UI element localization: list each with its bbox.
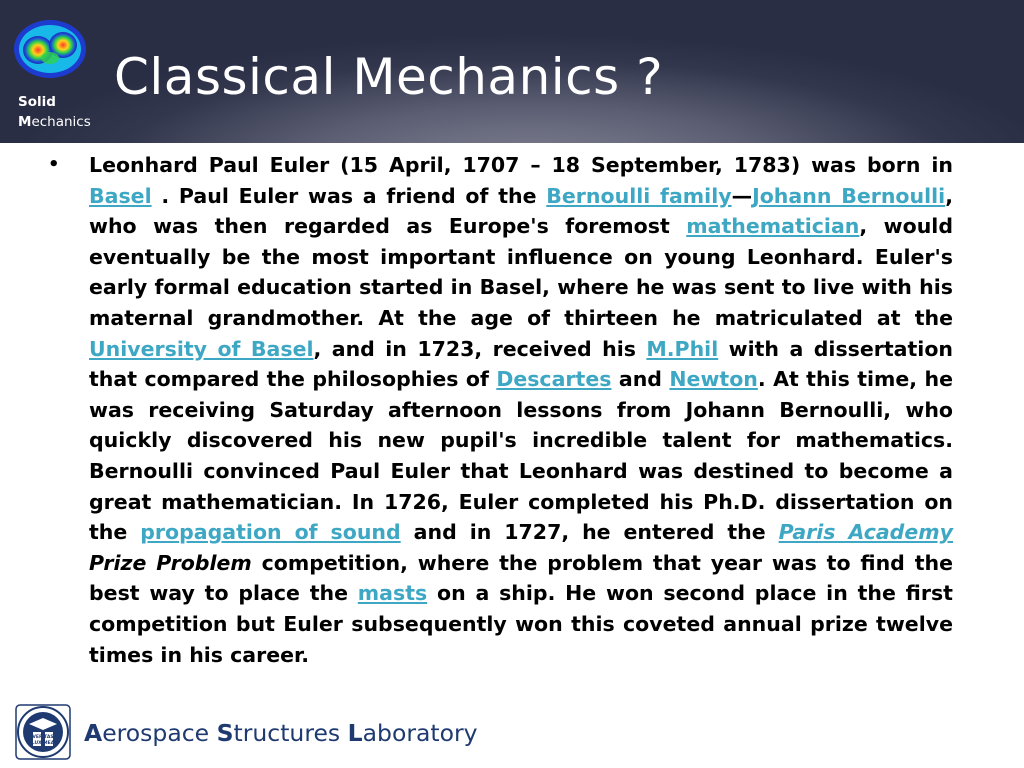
lab-name-s-cap: S [216,719,234,747]
text-run: on a ship. He won second place in the first competition but Euler subsequently won this coveted annual prize twelve times in his career. [89,581,953,667]
text-run: and in 1727, he entered the [400,520,779,545]
link-masts[interactable]: masts [357,581,428,606]
lab-name-a-cap: A [84,719,103,747]
text-run: — [731,183,753,208]
link-mathematician[interactable]: mathematician [686,214,860,239]
slide-content [48,150,953,670]
lab-name-s-rest: tructures [233,719,348,747]
lab-name-l-rest: aboratory [362,719,478,747]
text-run: and [611,367,670,392]
link-bernoulli-family[interactable]: Bernoulli family [546,183,732,208]
slide-header [0,0,1024,143]
link-paris-academy[interactable]: Paris Academy [778,520,953,545]
text-run: competition, where the problem that year was to find the best way to place the [89,550,953,606]
solid-mechanics-logo-icon [12,18,88,80]
lab-name [84,716,478,750]
link-mphil[interactable]: M.Phil [646,336,719,361]
prize-problem-emphasis: Prize Problem [89,550,252,575]
text-run: , would eventually be the most important influence on young Leonhard. Euler's early formal education started in Basel, where he was sent to live with his maternal grandmother. At the age of thirteen he matriculated at the [89,214,954,330]
text-run: , who was then regarded as Europe's foremost [89,183,953,239]
seal-text-1: VERITAS [32,735,54,740]
link-propagation-of-sound[interactable]: propagation of sound [140,520,401,545]
link-university-of-basel[interactable]: University of Basel [89,336,314,361]
logo-caption [18,92,91,132]
link-basel[interactable]: Basel [89,183,152,208]
bullet-marker: • [48,154,60,175]
text-run: with a dissertation that compared the philosophies of [89,336,953,392]
text-run: , and in 1723, received his [313,336,647,361]
logo-line-2 [18,112,91,132]
university-seal-icon [15,704,71,760]
link-johann-bernoulli[interactable]: Johann Bernoulli [752,183,946,208]
seal-text-2: LUX MEA [31,741,55,746]
link-descartes[interactable]: Descartes [496,367,612,392]
euler-biography-paragraph [89,150,953,670]
text-run: . At this time, he was receiving Saturday afternoon lessons from Johann Bernoulli, who quickly discovered his new pupil's incredible talent for mathematics. Bernoulli convinced Paul Euler that Leonhard was destined to become a great mathematician. In 1726, Euler completed his Ph.D. dissertation on the [89,367,953,545]
text-run: Leonhard Paul Euler (15 April, 1707 – 18 September, 1783) was born in [89,153,953,177]
logo-line-1: Solid [18,94,56,110]
lab-name-a-rest: erospace [102,719,217,747]
logo-line-2-cap: M [18,114,32,130]
slide-title: Classical Mechanics ? [114,48,664,106]
logo-line-2-rest: echanics [31,114,91,130]
text-run: . Paul Euler was a friend of the [151,183,547,208]
lab-name-l-cap: L [347,719,363,747]
link-newton[interactable]: Newton [669,367,758,392]
